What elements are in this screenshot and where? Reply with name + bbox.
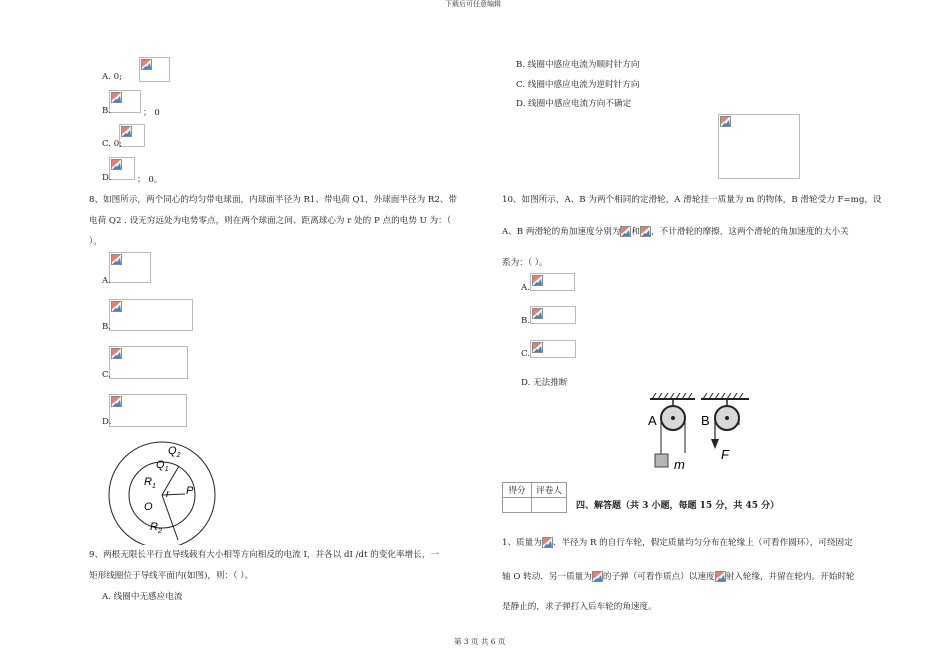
q10-option-d: D. 无法推断: [521, 378, 568, 388]
q8-option-c-label: C.: [102, 370, 112, 380]
label-pulley-b: B: [701, 413, 710, 428]
broken-image-icon: [111, 159, 122, 170]
broken-image-icon: [532, 342, 543, 353]
q7-option-b-suffix: ； 0: [143, 108, 160, 118]
broken-image-icon: [111, 348, 122, 359]
score-cell: 得分: [503, 483, 532, 498]
concentric-spheres-figure: [100, 440, 220, 545]
q10-option-b-label: B.: [521, 316, 531, 326]
pulley-figure: [645, 393, 755, 475]
q8-option-d-image: [109, 394, 187, 427]
q10-text-line1: 10、如图所示，A、B 为两个相同的定滑轮，A 滑轮挂一质量为 m 的物体，B 滑轮受力 F=mg，设: [502, 195, 882, 205]
q9-option-d: D. 线圈中感应电流方向不确定: [516, 99, 632, 109]
label-p: P: [186, 485, 194, 497]
q10-option-c-label: C.: [521, 349, 531, 359]
q9-option-b: B. 线圈中感应电流为顺时针方向: [516, 60, 640, 70]
broken-image-icon: [111, 301, 122, 312]
q10-option-a-label: A.: [521, 283, 530, 293]
label-pulley-a: A: [648, 413, 657, 428]
q9-option-a: A. 线圈中无感应电流: [102, 592, 183, 602]
label-force-f: F: [721, 447, 729, 462]
q7-option-c-label: C. 0;: [102, 139, 123, 149]
broken-image-icon: [542, 537, 553, 548]
broken-image-icon: [640, 226, 651, 237]
q8-text-line2: 电荷 Q2 . 设无穷远处为电势零点，则在两个球面之间、距离球心为 r 处的 P 点的电势 U 为：（: [89, 216, 452, 226]
label-r: r: [166, 489, 170, 500]
q7-option-b-label: B.: [102, 106, 112, 116]
label-q1: $Q_1$: [156, 459, 169, 473]
q7-option-c-image: [119, 124, 145, 147]
q8-text-line3: ）。: [89, 237, 102, 247]
q8-option-c-image: [109, 346, 188, 379]
q8-option-a-image: [109, 252, 151, 283]
broken-image-icon: [715, 571, 726, 582]
q7-option-d-suffix: ； 0。: [137, 175, 163, 185]
broken-image-icon: [620, 226, 631, 237]
q8-option-b-label: B.: [102, 322, 112, 332]
q8-option-b-image: [109, 299, 193, 331]
problem1-line2: 轴 O 转动．另一质量为 的子弹（可看作质点）以速度 射入轮缘，并留在轮内。开始时轮: [502, 572, 855, 582]
score-table: [502, 482, 567, 513]
q7-option-a-label: A. 0;: [102, 72, 123, 82]
broken-image-icon: [720, 116, 731, 127]
q8-option-a-label: A.: [102, 276, 111, 286]
q9-text-line2: 矩形线圈位于导线平面内(如图)，则：（ ）。: [89, 571, 254, 581]
q10-option-a-image: [530, 273, 575, 291]
q7-option-a-image: [139, 57, 170, 82]
q7-option-d-image: [109, 157, 135, 180]
broken-image-icon: [111, 92, 122, 103]
q10-text-line3: 系为：（ ）。: [502, 258, 548, 268]
broken-image-icon: [121, 126, 132, 137]
q9-option-c: C. 线圈中感应电流为逆时针方向: [516, 80, 640, 90]
page-number: 第 3 页 共 6 页: [454, 637, 506, 646]
broken-image-icon: [532, 308, 543, 319]
problem1-line3: 是静止的，求子弹打入后车轮的角速度。: [502, 602, 657, 612]
q10-text-line2: A、B 两滑轮的角加速度分别为 和 ，不计滑轮的摩擦，这两个滑轮的角加速度的大小关: [502, 227, 849, 237]
grader-blank-cell[interactable]: [532, 498, 567, 513]
broken-image-icon: [592, 571, 603, 582]
q7-option-d-label: D.: [102, 173, 112, 183]
broken-image-icon: [141, 59, 152, 70]
broken-image-icon: [111, 254, 122, 265]
q7-option-b-image: [109, 90, 141, 113]
q10-option-c-image: [530, 340, 576, 358]
q10-option-b-image: [530, 306, 576, 324]
grader-cell: 评卷人: [532, 483, 567, 498]
label-q2: $Q_2$: [168, 445, 181, 459]
header-note: 下载后可任意编辑: [445, 0, 501, 8]
label-r1: $R_1$: [144, 476, 156, 490]
label-mass-m: m: [674, 457, 685, 472]
q9-figure-image: [718, 114, 800, 179]
score-blank-cell[interactable]: [503, 498, 532, 513]
section-4-title: 四、解答题（共 3 小题，每题 15 分，共 45 分）: [576, 501, 780, 511]
q9-text-line1: 9、两根无限长平行直导线载有大小相等方向相反的电流 I，并各以 dI /dt 的变化率增长，一: [89, 550, 439, 560]
label-o: O: [144, 501, 153, 513]
q8-option-d-label: D.: [102, 417, 112, 427]
broken-image-icon: [532, 275, 543, 286]
label-r2: $R_2$: [150, 521, 162, 535]
broken-image-icon: [111, 396, 122, 407]
q8-text-line1: 8、如图所示，两个同心的均匀带电球面，内球面半径为 R1、带电荷 Q1，外球面半径为 R2、带: [89, 195, 458, 205]
problem1-line1: 1、质量为 、半径为 R 的自行车轮，假定质量均匀分布在轮缘上（可看作圆环），可绕固定: [502, 538, 853, 548]
